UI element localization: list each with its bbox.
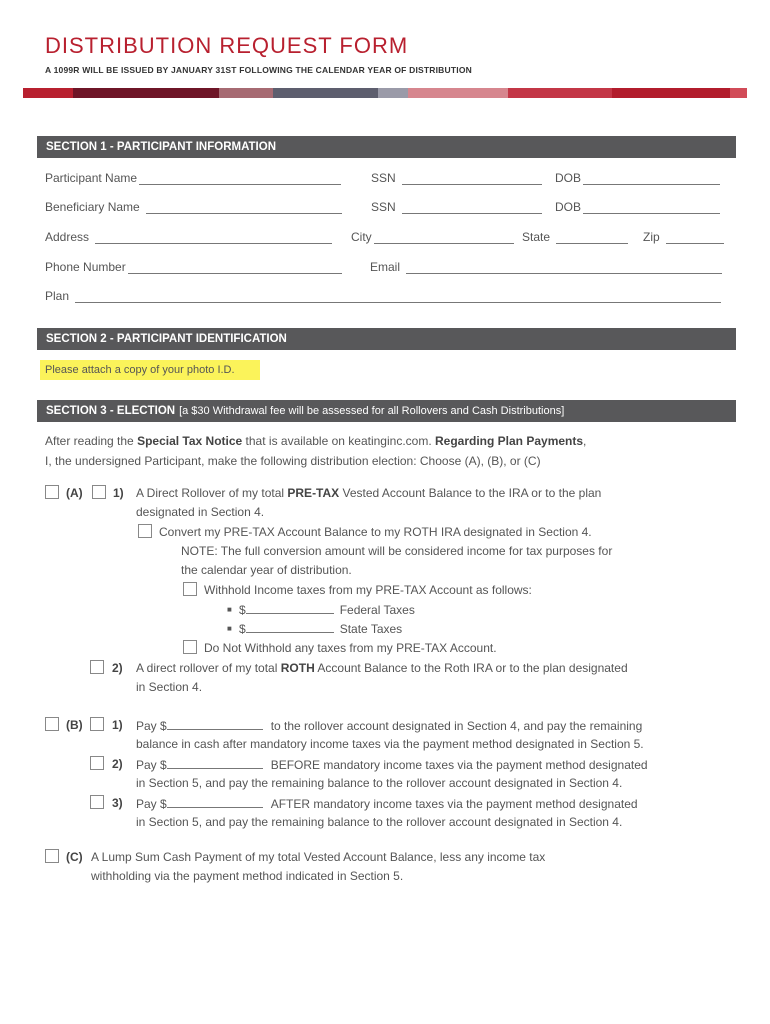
no-withhold-text: Do Not Withhold any taxes from my PRE-TAX Account. [204,641,497,655]
beneficiary-name-field[interactable] [45,200,342,214]
roth-text: ROTH [280,661,315,675]
participant-ssn-input[interactable] [402,172,542,185]
address-input[interactable] [95,231,332,244]
federal-taxes-line [239,602,415,617]
option-b-label: (B) [66,718,83,732]
option-text: AFTER mandatory income taxes via the payment method designated [270,797,638,811]
option-text: to the rollover account designated in Section 4, and pay the remaining [270,719,643,733]
option-c-label: (C) [66,850,83,864]
participant-ssn-field[interactable] [371,171,542,185]
federal-taxes-label: Federal Taxes [339,603,415,617]
intro-text: After reading the [45,434,138,448]
pay-label: Pay $ [136,719,167,733]
option-b3-text-line-1 [136,796,638,811]
withhold-taxes-text: Withhold Income taxes from my PRE-TAX Account as follows: [204,583,532,597]
pay-label: Pay $ [136,758,167,772]
option-b1-text-line-2: balance in cash after mandatory income taxes via the payment method designated in Section 5. [136,737,644,751]
form-subtitle: A 1099R WILL BE ISSUED BY JANUARY 31ST FOLLOWING THE CALENDAR YEAR OF DISTRIBUTION [45,65,472,75]
dollar-sign: $ [239,622,246,636]
election-intro-line-2: I, the undersigned Participant, make the following distribution election: Choose (A), (B), or (C) [45,454,541,468]
ssn-label: SSN [371,171,396,185]
dob-label: DOB [555,171,582,185]
beneficiary-ssn-field[interactable] [371,200,542,214]
federal-bullet-icon: ■ [227,605,232,614]
option-b1-text-line-1 [136,718,642,733]
color-bar-segment [219,88,273,98]
option-b2-amount-input[interactable] [167,757,263,769]
option-a2-number: 2) [112,661,123,675]
option-b3-number: 3) [112,796,123,810]
participant-name-label: Participant Name [45,171,138,185]
section-3-title: SECTION 3 - ELECTION [46,405,176,417]
photo-id-note: Please attach a copy of your photo I.D. [40,360,260,380]
option-c-checkbox[interactable] [45,849,59,863]
participant-name-input[interactable] [139,172,341,185]
special-tax-notice-text: Special Tax Notice [137,434,243,448]
section-1-title: SECTION 1 - PARTICIPANT INFORMATION [46,141,276,153]
beneficiary-ssn-input[interactable] [402,201,542,214]
intro-text: that is available on keatinginc.com. [242,434,435,448]
city-label: City [351,230,372,244]
option-b2-text-line-2: in Section 5, and pay the remaining balance to the rollover account designated in Section 4. [136,776,623,790]
email-label: Email [370,260,401,274]
state-taxes-line [239,621,402,636]
section-2-title: SECTION 2 - PARTICIPANT IDENTIFICATION [46,333,287,345]
option-a1-text-line-1 [136,486,601,500]
option-a1-text-line-2: designated in Section 4. [136,505,265,519]
state-taxes-input[interactable] [246,621,334,633]
state-field[interactable] [522,230,628,244]
beneficiary-dob-input[interactable] [583,201,720,214]
state-bullet-icon: ■ [227,624,232,633]
option-c-text-line-2: withholding via the payment method indicated in Section 5. [91,869,404,883]
option-text: BEFORE mandatory income taxes via the payment method designated [270,758,648,772]
option-a2-text-line-2: in Section 4. [136,680,203,694]
section-1-header [37,136,736,158]
plan-input[interactable] [75,290,721,303]
option-b3-text-line-2: in Section 5, and pay the remaining balance to the rollover account designated in Section 4. [136,815,623,829]
color-bar-segment [23,88,73,98]
election-intro-line-1 [45,434,586,448]
conversion-note-line-1: NOTE: The full conversion amount will be considered income for tax purposes for [181,544,613,558]
withdrawal-fee-note: [a $30 Withdrawal fee will be assessed for all Rollovers and Cash Distributions] [179,405,565,417]
ssn-label: SSN [371,200,396,214]
option-b-checkbox[interactable] [45,717,59,731]
section-2-header [37,328,736,350]
color-bar-segment [612,88,730,98]
email-input[interactable] [406,261,722,274]
option-a-checkbox[interactable] [45,485,59,499]
zip-input[interactable] [666,231,724,244]
option-a1-number: 1) [113,486,124,500]
option-a1-checkbox[interactable] [92,485,106,499]
participant-dob-input[interactable] [583,172,720,185]
convert-roth-checkbox[interactable] [138,524,152,538]
participant-dob-field[interactable] [555,171,720,185]
zip-field[interactable] [643,230,724,244]
participant-name-field[interactable] [45,171,341,185]
option-c-text-line-1: A Lump Sum Cash Payment of my total Vested Account Balance, less any income tax [91,850,546,864]
zip-label: Zip [643,230,660,244]
convert-roth-text: Convert my PRE-TAX Account Balance to my ROTH IRA designated in Section 4. [159,525,592,539]
option-a2-checkbox[interactable] [90,660,104,674]
form-title: DISTRIBUTION REQUEST FORM [45,33,409,58]
option-text: Vested Account Balance to the IRA or to the plan [339,486,602,500]
dollar-sign: $ [239,603,246,617]
email-field[interactable] [370,260,722,274]
option-a2-text-line-1 [136,661,628,675]
color-bar-segment [730,88,747,98]
conversion-note-line-2: the calendar year of distribution. [181,563,352,577]
withhold-taxes-checkbox[interactable] [183,582,197,596]
option-b3-amount-input[interactable] [167,796,263,808]
state-input[interactable] [556,231,628,244]
color-bar-segment [378,88,408,98]
plan-payments-text: Regarding Plan Payments [435,434,584,448]
plan-label: Plan [45,289,70,303]
option-b3-checkbox[interactable] [90,795,104,809]
address-label: Address [45,230,90,244]
option-b2-number: 2) [112,757,123,771]
color-bar-segment [73,88,219,98]
option-text: Account Balance to the Roth IRA or to the plan designated [314,661,628,675]
header-color-bar [23,88,747,98]
option-b2-checkbox[interactable] [90,756,104,770]
state-taxes-label: State Taxes [339,622,403,636]
color-bar-segment [508,88,612,98]
option-a-label: (A) [66,486,83,500]
phone-label: Phone Number [45,260,126,274]
section-3-header [37,400,736,422]
city-field[interactable] [351,230,514,244]
beneficiary-dob-field[interactable] [555,200,720,214]
option-b1-amount-input[interactable] [167,718,263,730]
dob-label: DOB [555,200,582,214]
state-label: State [522,230,551,244]
phone-input[interactable] [128,261,342,274]
option-b2-text-line-1 [136,757,648,772]
address-field[interactable] [45,230,332,244]
pay-label: Pay $ [136,797,167,811]
option-text: A Direct Rollover of my total [136,486,288,500]
option-b1-checkbox[interactable] [90,717,104,731]
color-bar-segment [408,88,508,98]
option-text: A direct rollover of my total [136,661,281,675]
phone-field[interactable] [45,260,342,274]
beneficiary-name-label: Beneficiary Name [45,200,140,214]
plan-field[interactable] [45,289,721,303]
color-bar-segment [273,88,378,98]
option-b1-number: 1) [112,718,123,732]
beneficiary-name-input[interactable] [146,201,342,214]
federal-taxes-input[interactable] [246,602,334,614]
intro-text: , [583,434,587,448]
pre-tax-text: PRE-TAX [287,486,340,500]
city-input[interactable] [374,231,514,244]
no-withhold-checkbox[interactable] [183,640,197,654]
